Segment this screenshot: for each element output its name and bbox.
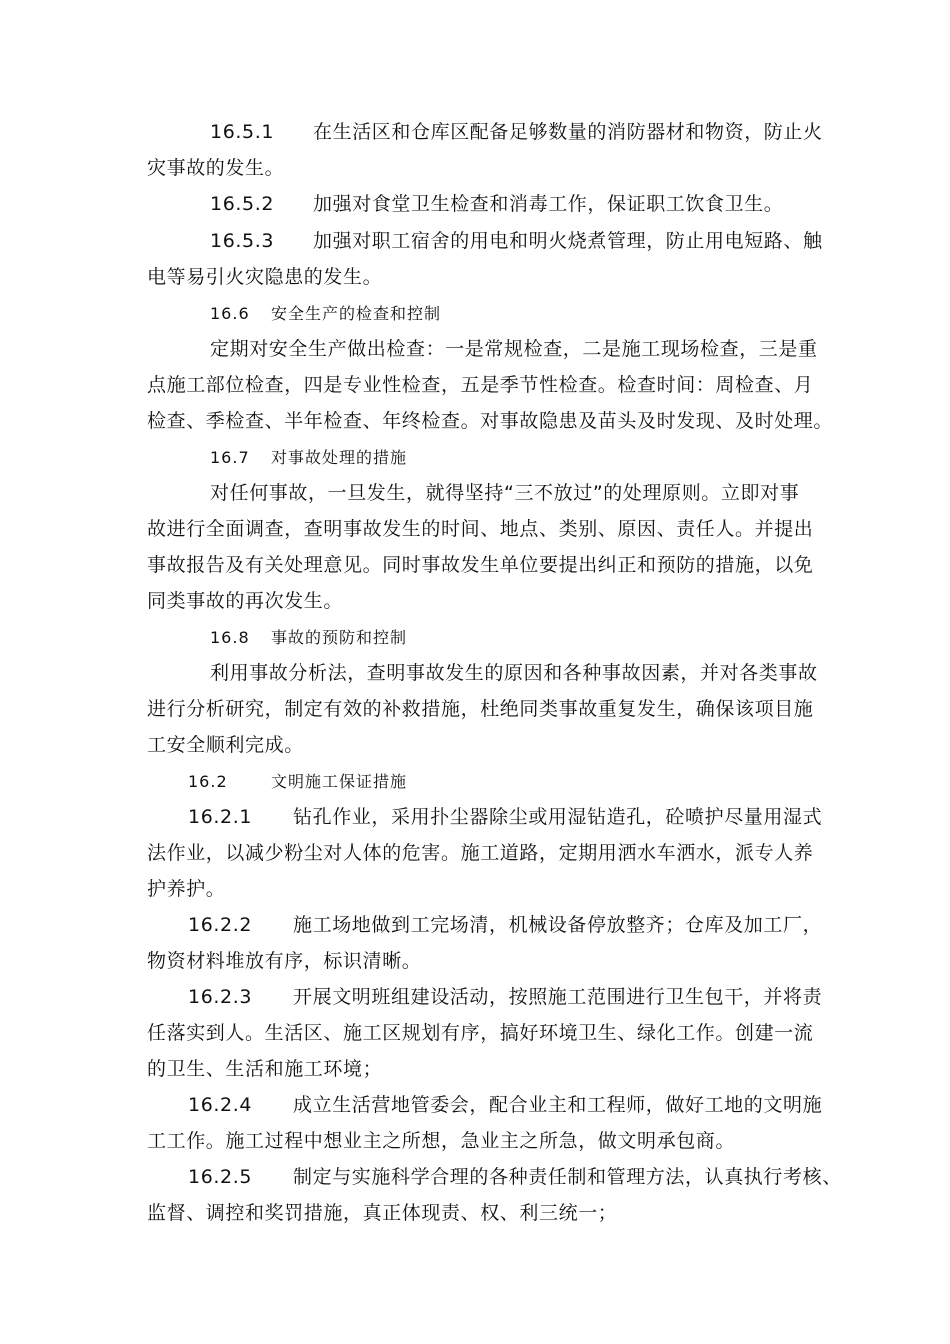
clause-text: 钻孔作业，采用扑尘器除尘或用湿钻造孔，砼喷护尽量用湿式 — [293, 806, 823, 828]
clause-text: 任落实到人。生活区、施工区规划有序，搞好环境卫生、绿化工作。创建一流 — [147, 1022, 814, 1044]
paragraph-text: 检查、季检查、半年检查、年终检查。对事故隐患及苗头及时发现、及时处理。 — [147, 410, 834, 432]
paragraph-text: 进行分析研究，制定有效的补救措施，杜绝同类事故重复发生，确保该项目施 — [147, 698, 814, 720]
clause-text: 在生活区和仓库区配备足够数量的消防器材和物资，防止火 — [313, 121, 823, 143]
clause-number: 16.5.1 — [210, 121, 275, 143]
paragraph-text: 定期对安全生产做出检查：一是常规检查，二是施工现场检查，三是重 — [210, 338, 818, 360]
clause-text: 的卫生、生活和施工环境； — [147, 1058, 383, 1080]
clause-text: 护养护。 — [147, 878, 226, 900]
section-number: 16.8 — [210, 628, 250, 647]
paragraph-text: 工安全顺利完成。 — [147, 734, 304, 756]
section-title: 事故的预防和控制 — [271, 628, 408, 647]
clause-text: 工工作。施工过程中想业主之所想，急业主之所急，做文明承包商。 — [147, 1130, 736, 1152]
paragraph-text: 利用事故分析法，查明事故发生的原因和各种事故因素，并对各类事故 — [210, 662, 818, 684]
clause-text: 监督、调控和奖罚措施，真正体现责、权、利三统一； — [147, 1202, 618, 1224]
section-title: 文明施工保证措施 — [271, 772, 408, 791]
clause-number: 16.2.3 — [188, 986, 253, 1008]
paragraph-text: 事故报告及有关处理意见。同时事故发生单位要提出纠正和预防的措施，以免 — [147, 554, 814, 576]
paragraph-text: 故进行全面调查，查明事故发生的时间、地点、类别、原因、责任人。并提出 — [147, 518, 814, 540]
paragraph-text: 点施工部位检查，四是专业性检查，五是季节性检查。检查时间：周检查、月 — [147, 374, 814, 396]
clause-text: 灾事故的发生。 — [147, 157, 285, 179]
section-number: 16.7 — [210, 448, 250, 467]
section-title: 安全生产的检查和控制 — [271, 304, 442, 323]
clause-number: 16.2.5 — [188, 1166, 253, 1188]
clause-text: 加强对食堂卫生检查和消毒工作，保证职工饮食卫生。 — [313, 193, 784, 215]
section-number: 16.2 — [188, 772, 228, 791]
paragraph-text: 同类事故的再次发生。 — [147, 590, 344, 612]
paragraph-text: 对任何事故，一旦发生，就得坚持“三不放过”的处理原则。立即对事 — [210, 482, 800, 504]
clause-number: 16.2.2 — [188, 914, 253, 936]
clause-text: 施工场地做到工完场清，机械设备停放整齐；仓库及加工厂， — [293, 914, 823, 936]
clause-number: 16.2.4 — [188, 1094, 253, 1116]
clause-text: 电等易引火灾隐患的发生。 — [147, 266, 383, 288]
clause-text: 法作业，以减少粉尘对人体的危害。施工道路，定期用洒水车洒水，派专人养 — [147, 842, 814, 864]
clause-text: 成立生活营地管委会，配合业主和工程师，做好工地的文明施 — [293, 1094, 823, 1116]
clause-text: 物资材料堆放有序，标识清晰。 — [147, 950, 422, 972]
clause-text: 制定与实施科学合理的各种责任制和管理方法，认真执行考核、 — [293, 1166, 842, 1188]
clause-number: 16.5.2 — [210, 193, 275, 215]
clause-number: 16.5.3 — [210, 230, 275, 252]
section-title: 对事故处理的措施 — [271, 448, 408, 467]
clause-number: 16.2.1 — [188, 806, 253, 828]
clause-text: 加强对职工宿舍的用电和明火烧煮管理，防止用电短路、触 — [313, 230, 823, 252]
clause-text: 开展文明班组建设活动，按照施工范围进行卫生包干，并将责 — [293, 986, 823, 1008]
section-number: 16.6 — [210, 304, 250, 323]
